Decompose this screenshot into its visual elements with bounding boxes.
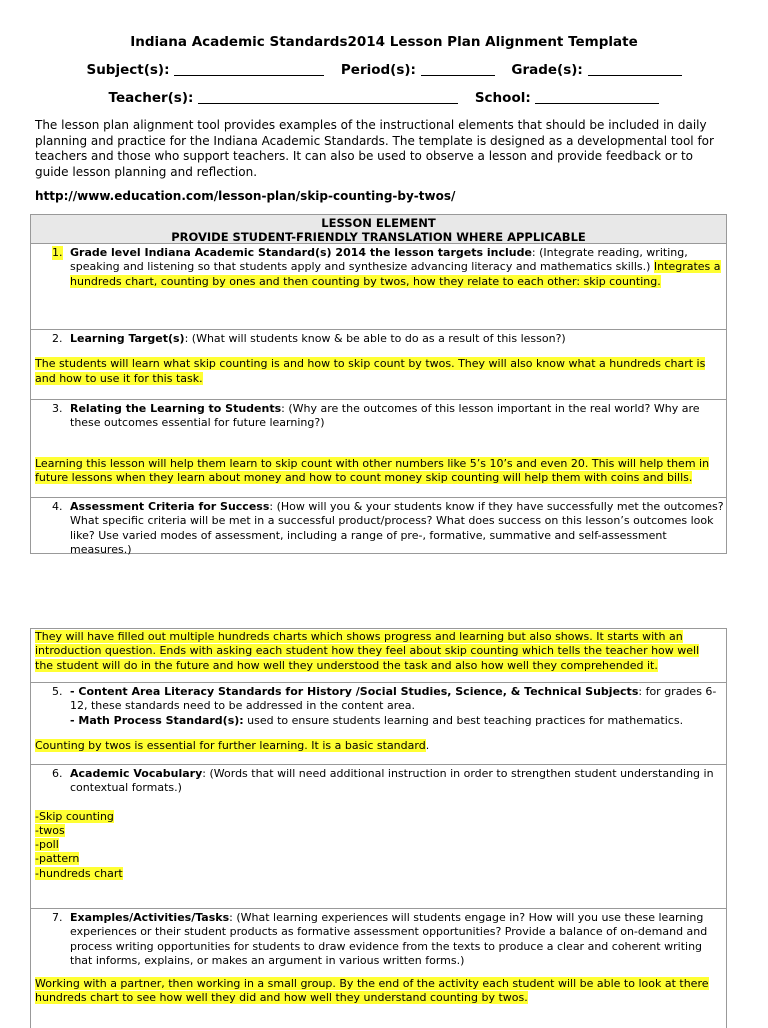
element-title: Grade level Indiana Academic Standard(s) 2014 the lesson targets include xyxy=(70,246,532,259)
header-line-teacher-school xyxy=(0,90,768,106)
element-answer-tail: . xyxy=(425,738,430,752)
school-label: School: xyxy=(474,90,531,106)
period-blank[interactable] xyxy=(421,62,495,76)
element-title: Examples/Activities/Tasks xyxy=(70,911,230,924)
element-answer: Working with a partner, then working in a small group. By the end of the activity each student will be able to look at there hundreds chart to see how well they did and how well they understand counting by twos. xyxy=(35,977,709,1005)
vocab-item: -poll xyxy=(35,838,59,852)
grade-blank[interactable] xyxy=(588,62,682,76)
document-title: Indiana Academic Standards2014 Lesson Plan Alignment Template xyxy=(130,34,638,50)
element-number: 6. xyxy=(52,767,63,780)
intro-paragraph: The lesson plan alignment tool provides examples of the instructional elements that should be included in daily planning and practice for the Indiana Academic Standards. The template is designed as a developmental tool for teachers and those who support teachers. It can also be used to observe a lesson and provide feedback or to guide lesson planning and reflection. xyxy=(35,118,714,179)
element-row-7 xyxy=(31,909,726,1027)
header-line-subject-period-grade xyxy=(0,62,768,78)
element-title: Learning Target(s) xyxy=(70,332,185,345)
element-answer: Integrates a hundreds chart, counting by ones and then counting by twos, how they relate to each other: skip counting. xyxy=(70,260,721,288)
element-prompt: : (What will students know & be able to do as a result of this lesson?) xyxy=(184,332,566,345)
teacher-label: Teacher(s): xyxy=(108,90,194,106)
element-row-1 xyxy=(31,244,726,330)
element-title-2: - Math Process Standard(s): xyxy=(70,713,244,727)
vocab-list xyxy=(31,810,726,881)
element-answer: The students will learn what skip counting is and how to skip count by twos. They will also know what a hundreds chart is and how to use it for this task. xyxy=(35,357,706,385)
element-row-4 xyxy=(31,498,726,556)
vocab-item: -Skip counting xyxy=(35,809,114,823)
element-prompt: : (Why are the outcomes of this lesson important in the real world? Why are these outcomes essential for future learning?) xyxy=(70,402,700,430)
element-title: Assessment Criteria for Success xyxy=(70,500,270,513)
lesson-url[interactable]: http://www.education.com/lesson-plan/skip-counting-by-twos/ xyxy=(35,189,456,203)
subject-label: Subject(s): xyxy=(86,62,170,78)
grade-label: Grade(s): xyxy=(511,62,583,78)
element-prompt-2: used to ensure students learning and best teaching practices for mathematics. xyxy=(243,713,684,727)
table-header-line1: LESSON ELEMENT xyxy=(321,216,436,230)
table-header-line2: PROVIDE STUDENT-FRIENDLY TRANSLATION WHERE APPLICABLE xyxy=(171,230,586,244)
element-row-3 xyxy=(31,400,726,498)
element-prompt: : (Integrate reading, writing, speaking and listening so that students apply and synthesize advancing literacy and mathematics skills.) xyxy=(70,246,688,274)
teacher-blank[interactable] xyxy=(198,90,458,104)
school-blank[interactable] xyxy=(535,90,659,104)
element-number: 3. xyxy=(52,402,63,415)
element-answer: Counting by twos is essential for further learning. It is a basic standard xyxy=(35,738,426,752)
element-prompt: : for grades 6-12, these standards need to be addressed in the content area. xyxy=(70,685,717,713)
element-title: Academic Vocabulary xyxy=(70,767,203,780)
table-header xyxy=(31,215,726,244)
vocab-item: -hundreds chart xyxy=(35,866,123,880)
element-row-6 xyxy=(31,765,726,909)
element-title: Relating the Learning to Students xyxy=(70,402,282,415)
element-title: - Content Area Literacy Standards for History /Social Studies, Science, & Technical Subjects xyxy=(70,685,639,698)
lesson-table-part-2 xyxy=(30,628,727,1028)
element-number: 2. xyxy=(52,332,63,345)
subject-blank[interactable] xyxy=(174,62,324,76)
element-number: 7. xyxy=(52,911,63,924)
element-prompt: : (Words that will need additional instruction in order to strengthen student understanding in contextual formats.) xyxy=(70,767,714,795)
element-row-2 xyxy=(31,330,726,400)
period-label: Period(s): xyxy=(340,62,416,78)
element-row-5 xyxy=(31,683,726,765)
vocab-item: -twos xyxy=(35,823,65,837)
element-number: 5. xyxy=(52,685,63,698)
element-number: 4. xyxy=(52,500,63,513)
element-number: 1. xyxy=(52,246,63,259)
element-prompt: : (What learning experiences will students engage in? How will you use these learning experiences or their student products as formative assessment opportunities? Provide a balance of on-demand and process writing opportunities for students to draw evidence from the texts to produce a clear and coherent writing that informs, explains, or makes an argument in various written forms.) xyxy=(70,911,708,967)
element-answer: They will have filled out multiple hundreds charts which shows progress and learning but also shows. It starts with an introduction question. Ends with asking each student how they feel about skip counting which tells the teacher how well the student will do in the future and how well they understood the task and also how well they comprehended it. xyxy=(35,630,700,672)
element-answer: Learning this lesson will help them learn to skip count with other numbers like 5’s 10’s and even 20. This will help them in future lessons when they learn about money and how to count money skip counting will help them with coins and bills. xyxy=(35,456,710,484)
vocab-item: -pattern xyxy=(35,852,80,866)
lesson-table-part-1 xyxy=(30,214,727,554)
element-prompt: : (How will you & your students know if they have successfully met the outcomes? What specific criteria will be met in a successful product/process? What does success on this lesson’s outcomes look like? Use varied modes of assessment, including a range of pre-, formative, summative and self-assessment measures.) xyxy=(70,500,724,556)
element-row-4-answer xyxy=(31,629,726,683)
